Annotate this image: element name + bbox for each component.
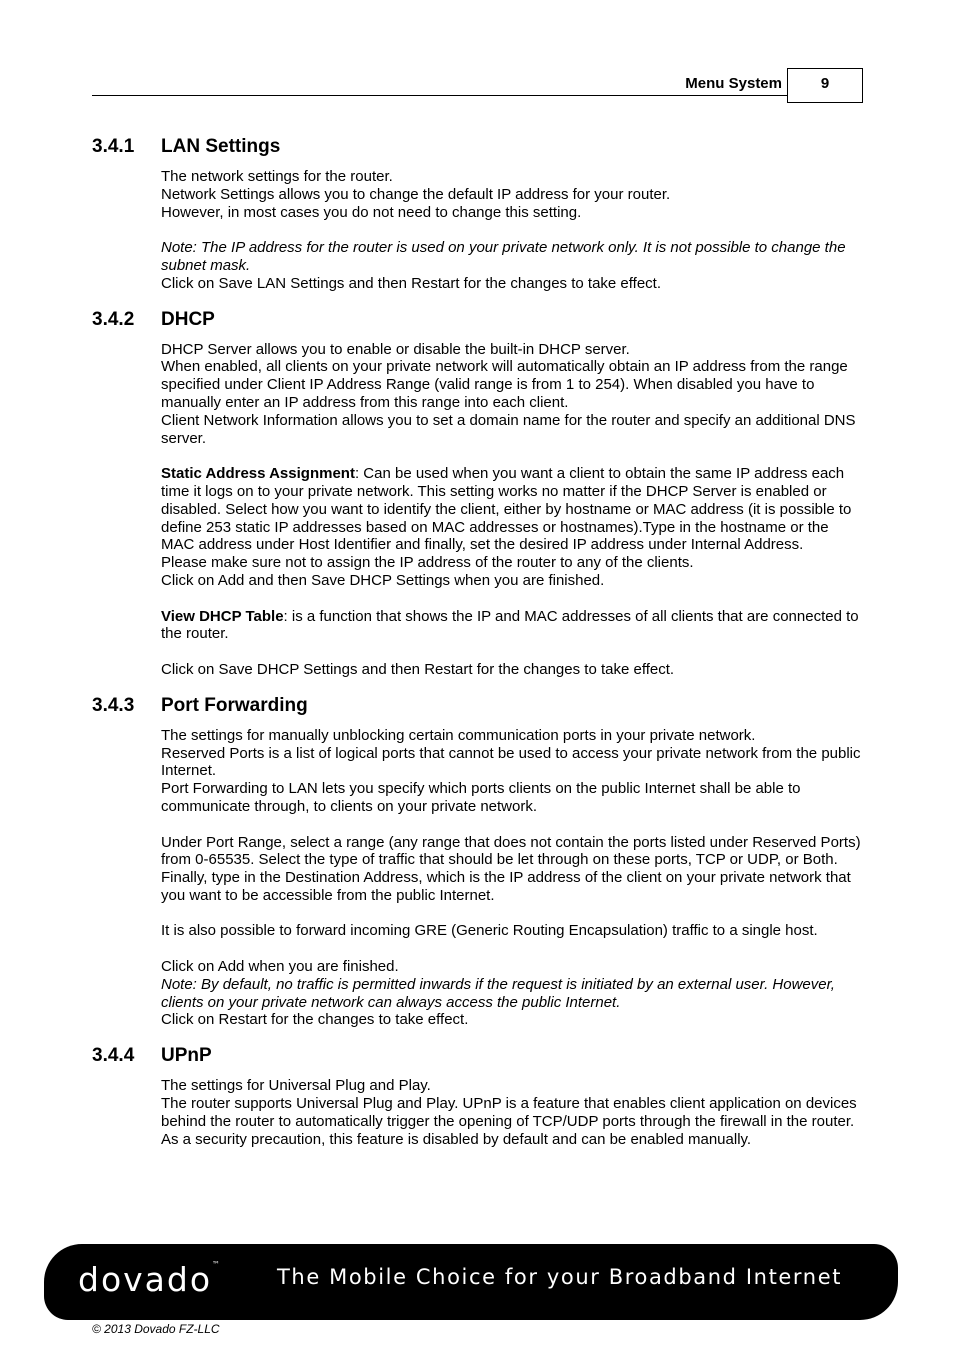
header-rule [92,95,788,96]
paragraph: Click on Save DHCP Settings and then Restart for the changes to take effect. [161,660,675,678]
note-paragraph: Note: By default, no traffic is permitted inwards if the request is initiated by an external user. However, clients on your private network can always access the public Internet. [161,975,835,1011]
paragraph: It is also possible to forward incoming GRE (Generic Routing Encapsulation) traffic to a single host. [161,922,818,940]
paragraph: Client Network Information allows you to set a domain name for the router and specify an additional DNS server. [161,411,856,447]
paragraph: Port Forwarding to LAN lets you specify which ports clients on the public Internet shall be able to communicate through, to clients on your private network. [161,780,801,815]
page-number: 9 [820,75,830,92]
section-title: DHCP [161,308,215,330]
paragraph: Click on Add when you are finished. [161,958,399,976]
dovado-logo [78,1260,220,1299]
term-view-dhcp-table: View DHCP Table [161,607,284,625]
copyright-notice: © 2013 Dovado FZ-LLC [92,1322,220,1336]
footer-banner [44,1244,898,1320]
section-title: Port Forwarding [161,694,308,716]
paragraph: Please make sure not to assign the IP address of the router to any of the clients. [161,554,694,572]
running-header-title: Menu System [685,75,782,92]
section-number: 3.4.1 [92,136,135,157]
section-heading-lan-settings [92,136,862,158]
paragraph: Click on Add and then Save DHCP Settings when you are finished. [161,571,605,589]
paragraph: Under Port Range, select a range (any range that does not contain the ports listed under Reserved Ports) from 0-65535. Select the type of traffic that should be let through on these ports, TCP or UDP, or Both. Finally, type in the Destination Address, which is the IP address of the client on your private network that you want to be accessible from the public Internet. [161,833,861,904]
section-number: 3.4.2 [92,308,135,330]
paragraph: The settings for manually unblocking certain communication ports in your private network. [161,726,756,744]
trademark-symbol: ™ [212,1260,221,1269]
paragraph: When enabled, all clients on your private network will automatically obtain an IP address from the range specified under Client IP Address Range (valid range is from 1 to 254). When disabled you have to manually enter an IP address from this range into each client. [161,358,848,411]
section-body-upnp [161,1077,862,1148]
term-description: : is a function that shows the IP and MAC addresses of all clients that are connected to the router. [161,607,859,643]
term-description: : Can be used when you want a client to obtain the same IP address each time it logs on to your private network. This setting works no matter if the DHCP Server is enabled or disabled. Select how you want to identify the client, either by hostname or MAC address (it is possible to define 253 static IP addresses based on MAC addresses or hostnames).Type in the hostname or the MAC address under Host Identifier and finally, set the desired IP address under Internal Address. [161,465,852,554]
banner-tagline: The Mobile Choice for your Broadband Internet [277,1265,843,1289]
section-title: UPnP [161,1045,212,1067]
paragraph: The settings for Universal Plug and Play. [161,1077,431,1095]
term-static-address-assignment: Static Address Assignment [161,465,355,483]
paragraph: Network Settings allows you to change the default IP address for your router. [161,185,671,203]
paragraph: Reserved Ports is a list of logical ports that cannot be used to access your private network from the public Internet. [161,744,861,780]
section-number: 3.4.4 [92,1045,135,1067]
paragraph-view-dhcp-table [161,608,862,644]
section-heading-upnp [92,1045,862,1067]
note-paragraph: Note: The IP address for the router is used on your private network only. It is not possible to change the subnet mask. [161,239,846,274]
section-heading-dhcp [92,309,862,331]
section-heading-port-forwarding [92,695,862,717]
paragraph-static-address [161,465,862,554]
section-body-port-forwarding [161,727,862,1030]
section-body-lan-settings [161,168,862,293]
paragraph: Click on Save LAN Settings and then Restart for the changes to take effect. [161,274,662,292]
paragraph: DHCP Server allows you to enable or disable the built-in DHCP server. [161,340,630,358]
document-body [92,136,862,1148]
logo-text: dovado [78,1260,213,1299]
paragraph: The network settings for the router. [161,168,393,185]
paragraph: As a security precaution, this feature is disabled by default and can be enabled manually. [161,1130,752,1148]
paragraph: Click on Restart for the changes to take effect. [161,1011,469,1029]
paragraph: The router supports Universal Plug and Play. UPnP is a feature that enables client application on devices behind the router to automatically trigger the opening of TCP/UDP ports through the firewall in the router. [161,1095,857,1130]
page-number-box [787,68,863,103]
section-number: 3.4.3 [92,694,135,716]
section-title: LAN Settings [161,136,281,157]
section-body-dhcp [161,341,862,679]
paragraph: However, in most cases you do not need to change this setting. [161,203,582,221]
